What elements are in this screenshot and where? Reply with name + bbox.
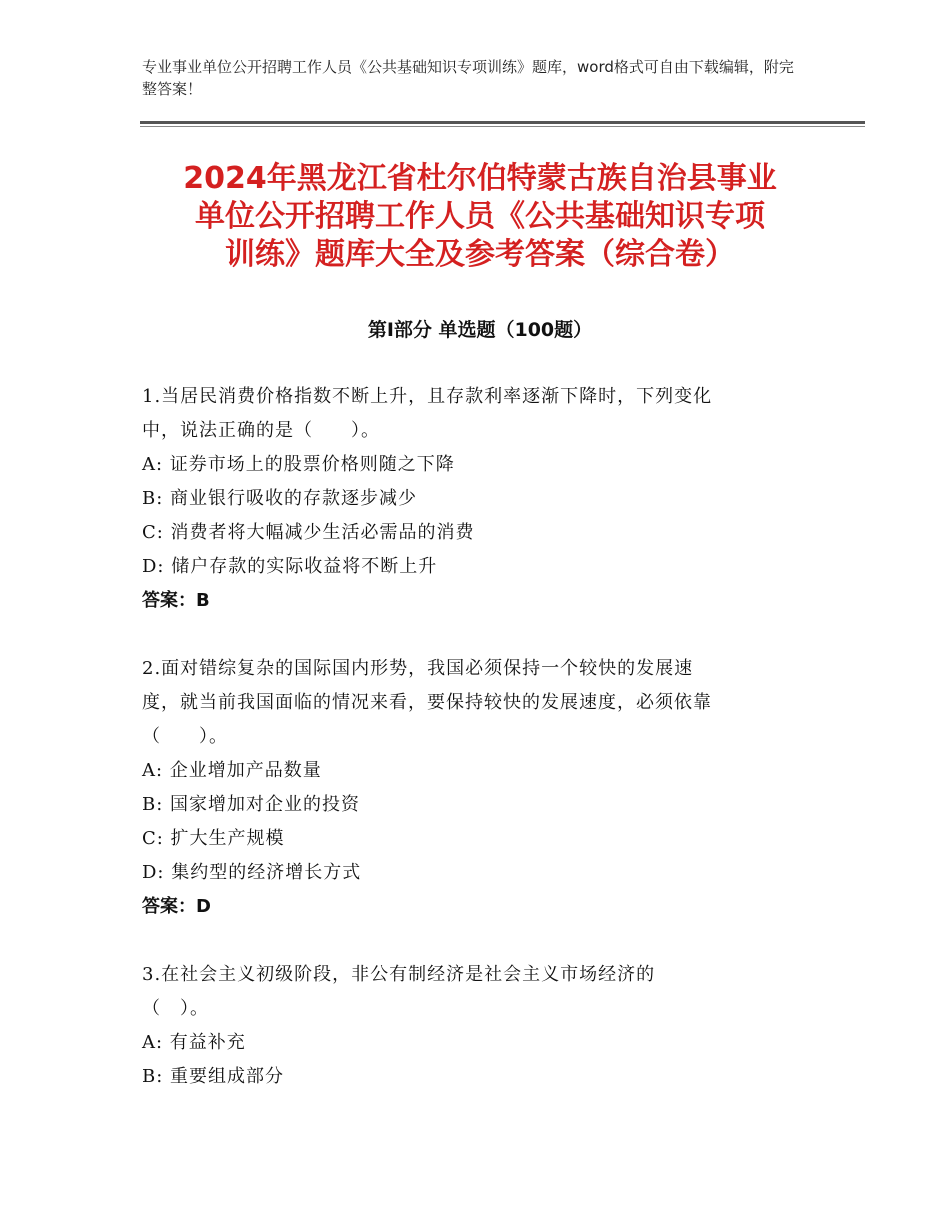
stem-line: （ ）。 xyxy=(142,726,228,747)
stem-line: 度，就当前我国面临的情况来看，要保持较快的发展速度，必须依靠 xyxy=(142,692,712,713)
question-stem xyxy=(142,958,807,1026)
document-title xyxy=(140,160,820,274)
stem-line: 2.面对错综复杂的国际国内形势，我国必须保持一个较快的发展速 xyxy=(142,658,694,679)
option-a: A: 有益补充 xyxy=(142,1032,246,1053)
option-b: B: 重要组成部分 xyxy=(142,1066,285,1087)
option-d: D: 集约型的经济增长方式 xyxy=(142,862,362,883)
option-c: C: 消费者将大幅减少生活必需品的消费 xyxy=(142,522,475,543)
question-3 xyxy=(142,958,807,1094)
title-line: 单位公开招聘工作人员《公共基础知识专项 xyxy=(195,199,765,234)
option-b: B: 商业银行吸收的存款逐步减少 xyxy=(142,488,418,509)
option-c: C: 扩大生产规模 xyxy=(142,828,285,849)
answer: 答案：D xyxy=(142,896,211,917)
question-stem xyxy=(142,380,807,448)
header-divider-thin xyxy=(140,126,865,127)
option-b: B: 国家增加对企业的投资 xyxy=(142,794,361,815)
header-divider-thick xyxy=(140,121,865,124)
stem-line: 3.在社会主义初级阶段，非公有制经济是社会主义市场经济的 xyxy=(142,964,656,985)
header-note: 专业事业单位公开招聘工作人员《公共基础知识专项训练》题库，word格式可自由下载编辑，附完整答案！ xyxy=(142,58,794,98)
section-title: 第Ⅰ部分 单选题（100题） xyxy=(367,319,593,341)
stem-line: （ ）。 xyxy=(142,998,209,1019)
stem-line: 中，说法正确的是（ ）。 xyxy=(142,420,380,441)
title-line: 2024年黑龙江省杜尔伯特蒙古族自治县事业 xyxy=(183,161,777,196)
option-a: A: 企业增加产品数量 xyxy=(142,760,322,781)
question-list xyxy=(142,380,807,1128)
stem-line: 1.当居民消费价格指数不断上升，且存款利率逐渐下降时，下列变化 xyxy=(142,386,713,407)
title-line: 训练》题库大全及参考答案（综合卷） xyxy=(225,237,735,272)
question-1 xyxy=(142,380,807,618)
question-2 xyxy=(142,652,807,924)
answer: 答案：B xyxy=(142,590,210,611)
option-d: D: 储户存款的实际收益将不断上升 xyxy=(142,556,438,577)
question-stem xyxy=(142,652,807,754)
option-a: A: 证券市场上的股票价格则随之下降 xyxy=(142,454,455,475)
